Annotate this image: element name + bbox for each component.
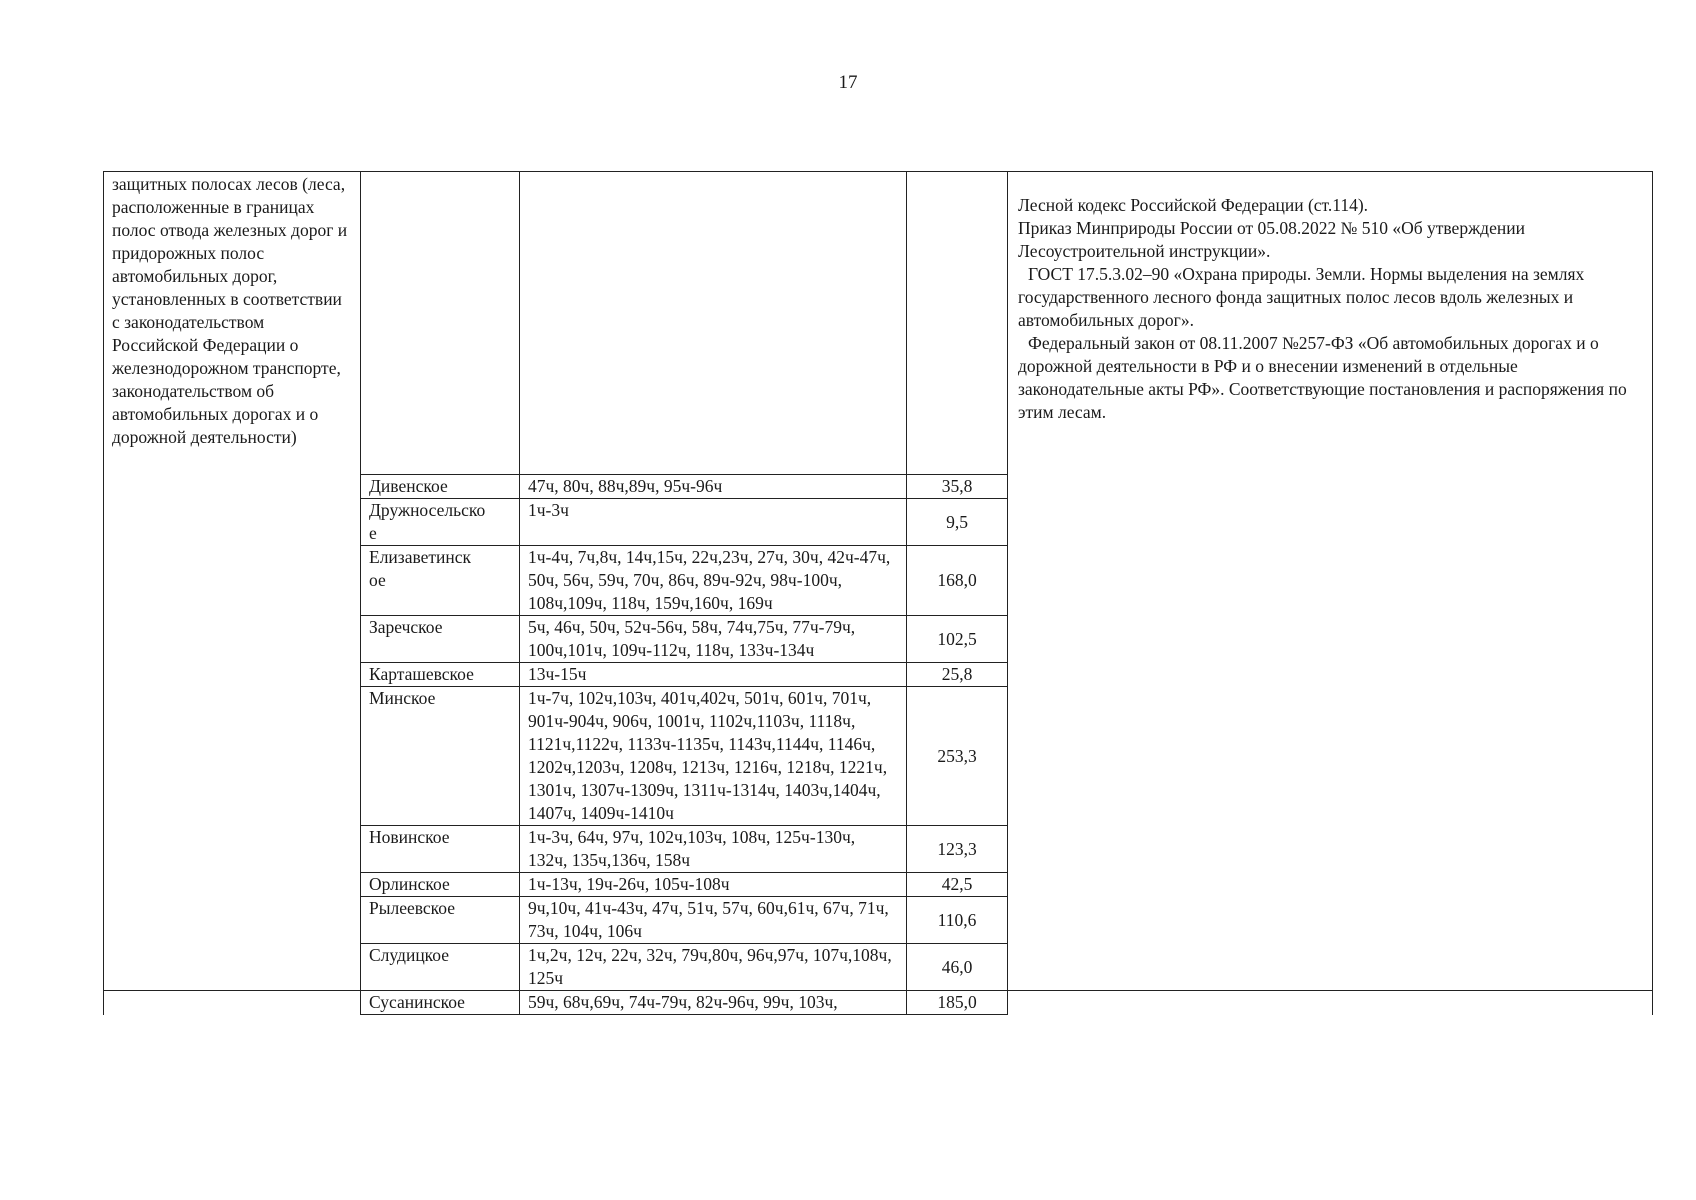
quarter-numbers: 47ч, 80ч, 88ч,89ч, 95ч-96ч	[520, 475, 907, 499]
legal-basis-item: ГОСТ 17.5.3.02–90 «Охрана природы. Земли. Нормы выделения на землях государственного лесного фонда защитных полос лесов вдоль железных и автомобильных дорог».	[1018, 264, 1585, 330]
area-value: 185,0	[907, 991, 1008, 1015]
legal-basis-item: Лесной кодекс Российской Федерации (ст.114).	[1018, 195, 1369, 215]
quarter-numbers: 1ч-13ч, 19ч-26ч, 105ч-108ч	[520, 873, 907, 897]
table-row-continued	[104, 991, 1653, 1015]
category-text: защитных полосах лесов (леса, расположенные в границах полос отвода железных дорог и придорожных полос автомобильных дорог, установленных в соответствии с законодательством Российской Федерации о железнодорожном транспорте, законодательством об автомобильных дорогах и о дорожной деятельности)	[112, 174, 348, 447]
forestry-name-text: Дружносельское	[369, 500, 486, 543]
forestry-name: Орлинское	[361, 873, 520, 897]
forestry-name-text: Елизаветинское	[369, 547, 472, 590]
area-empty-cell	[907, 172, 1008, 475]
quarter-numbers: 1ч-7ч, 102ч,103ч, 401ч,402ч, 501ч, 601ч, 701ч, 901ч-904ч, 906ч, 1001ч, 1102ч,1103ч, 1118ч, 1121ч,1122ч, 1133ч-1135ч, 1143ч,1144ч, 1146ч, 1202ч,1203ч, 1208ч, 1213ч, 1216ч, 1218ч, 1221ч, 1301ч, 1307ч-1309ч, 1311ч-1314ч, 1403ч,1404ч, 1407ч, 1409ч-1410ч	[520, 687, 907, 826]
table-row-header-space	[104, 172, 1653, 475]
forestry-name	[361, 546, 520, 616]
category-continued-cell	[104, 991, 361, 1015]
forestry-empty-cell	[361, 172, 520, 475]
area-value: 25,8	[907, 663, 1008, 687]
area-value: 9,5	[907, 499, 1008, 546]
quarter-numbers: 1ч-3ч, 64ч, 97ч, 102ч,103ч, 108ч, 125ч-130ч, 132ч, 135ч,136ч, 158ч	[520, 826, 907, 873]
legal-basis-cell	[1008, 172, 1653, 991]
page-number: 17	[838, 72, 858, 93]
area-value: 168,0	[907, 546, 1008, 616]
quarter-numbers: 1ч-3ч	[520, 499, 907, 546]
forestry-name: Дивенское	[361, 475, 520, 499]
legal-continued-cell	[1008, 991, 1653, 1015]
forestry-name: Слудицкое	[361, 944, 520, 991]
area-value: 253,3	[907, 687, 1008, 826]
quarter-numbers: 59ч, 68ч,69ч, 74ч-79ч, 82ч-96ч, 99ч, 103ч,	[520, 991, 907, 1015]
area-value: 110,6	[907, 897, 1008, 944]
forestry-name: Карташевское	[361, 663, 520, 687]
area-value: 123,3	[907, 826, 1008, 873]
quarters-empty-cell	[520, 172, 907, 475]
forestry-name: Новинское	[361, 826, 520, 873]
forestry-name	[361, 499, 520, 546]
area-value: 46,0	[907, 944, 1008, 991]
forestry-name: Минское	[361, 687, 520, 826]
quarter-numbers: 1ч,2ч, 12ч, 22ч, 32ч, 79ч,80ч, 96ч,97ч, 107ч,108ч, 125ч	[520, 944, 907, 991]
area-value: 42,5	[907, 873, 1008, 897]
forest-protection-table	[103, 171, 1653, 1015]
legal-basis-item: Приказ Минприроды России от 05.08.2022 № 510 «Об утверждении Лесоустроительной инструкции».	[1018, 218, 1525, 261]
category-cell	[104, 172, 361, 991]
forestry-name: Рылеевское	[361, 897, 520, 944]
forestry-name: Заречское	[361, 616, 520, 663]
quarter-numbers: 5ч, 46ч, 50ч, 52ч-56ч, 58ч, 74ч,75ч, 77ч-79ч, 100ч,101ч, 109ч-112ч, 118ч, 133ч-134ч	[520, 616, 907, 663]
forestry-name: Сусанинское	[361, 991, 520, 1015]
quarter-numbers: 13ч-15ч	[520, 663, 907, 687]
area-value: 35,8	[907, 475, 1008, 499]
quarter-numbers: 1ч-4ч, 7ч,8ч, 14ч,15ч, 22ч,23ч, 27ч, 30ч, 42ч-47ч, 50ч, 56ч, 59ч, 70ч, 86ч, 89ч-92ч, 98ч-100ч, 108ч,109ч, 118ч, 159ч,160ч, 169ч	[520, 546, 907, 616]
quarter-numbers: 9ч,10ч, 41ч-43ч, 47ч, 51ч, 57ч, 60ч,61ч, 67ч, 71ч, 73ч, 104ч, 106ч	[520, 897, 907, 944]
legal-basis-item: Федеральный закон от 08.11.2007 №257-ФЗ «Об автомобильных дорогах и о дорожной деятельности в РФ и о внесении изменений в отдельные законодательные акты РФ». Соответствующие постановления и распоряжения по этим лесам.	[1018, 333, 1627, 422]
area-value: 102,5	[907, 616, 1008, 663]
